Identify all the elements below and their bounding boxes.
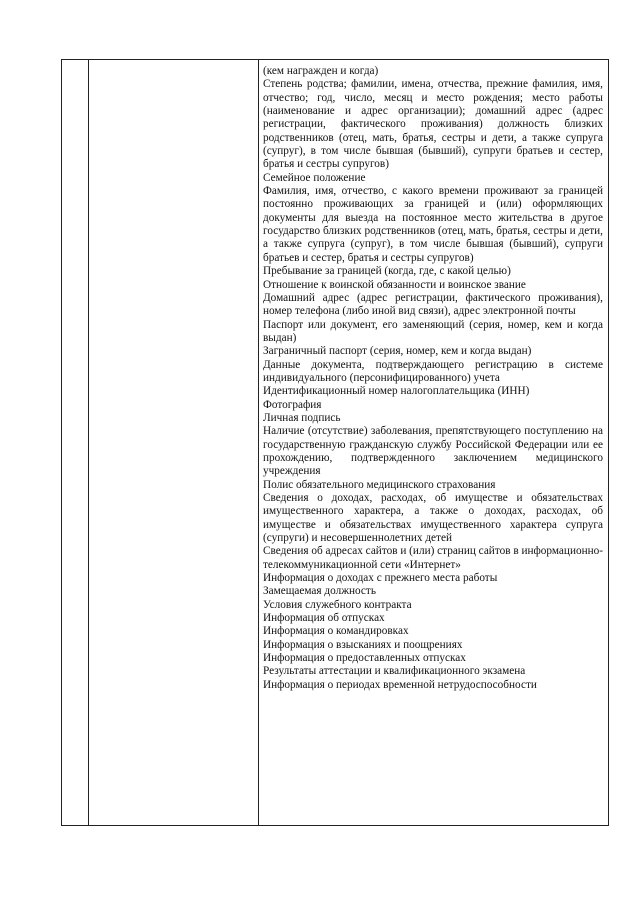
entry: Информация о предоставленных отпусках — [263, 652, 466, 665]
entry: Информация о доходах с прежнего места работы — [263, 572, 498, 585]
entry: Отношение к воинской обязанности и воинское звание — [263, 278, 526, 291]
entry: Фамилия, имя, отчество, с какого времени проживают за границей постоянно проживающих за границей и (или) оформляющих документы для выезда на постоянное место жительства в другое государство близких родственников (отец, мать, братья, сестры и дети, а также супруга (супруг), в том числе бывшая (бывший), супруги братьев и сестер, братья и сестры супругов) — [263, 185, 603, 264]
entry: Условия служебного контракта — [263, 598, 412, 611]
entry: Заграничный паспорт (серия, номер, кем и когда выдан) — [263, 345, 532, 358]
entry: Результаты аттестации и квалификационного экзамена — [263, 665, 526, 678]
entry: Информация об отпусках — [263, 612, 385, 625]
entry: (кем награжден и когда) — [263, 65, 379, 77]
entry: Полис обязательного медицинского страхования — [263, 478, 496, 491]
entry: Паспорт или документ, его заменяющий (серия, номер, кем и когда выдан) — [263, 318, 603, 344]
entry: Сведения об адресах сайтов и (или) страниц сайтов в информационно-телекоммуникационной сети «Интернет» — [263, 545, 603, 571]
entry: Замещаемая должность — [263, 585, 376, 598]
entry: Данные документа, подтверждающего регистрацию в системе индивидуального (персонифицированного) учета — [263, 358, 603, 384]
column-divider-1 — [88, 60, 89, 825]
entry: Степень родства; фамилии, имена, отчества, прежние фамилия, имя, отчество; год, число, месяц и место рождения; место работы (наименование и адрес организации); домашний адрес (адрес регистрации, фактического проживания) должность близких родственников (отец, мать, братья, сестры и дети, а также супруга (супруг), в том числе бывшая (бывший), супруги братьев и сестер, братья и сестры супругов) — [263, 78, 603, 171]
entry: Информация о взысканиях и поощрениях — [263, 638, 463, 651]
entry: Наличие (отсутствие) заболевания, препятствующего поступлению на государственную гражданскую службу Российской Федерации или ее прохождению, подтвержденного заключением медицинского учреждения — [263, 425, 603, 478]
entry: Личная подпись — [263, 411, 341, 424]
entry: Пребывание за границей (когда, где, с какой целью) — [263, 265, 511, 278]
entry: Сведения о доходах, расходах, об имуществе и обязательствах имущественного характера, а также о доходах, расходах, об имуществе и обязательствах имущественного характера супруга (супруги) и несовершеннолетних детей — [263, 492, 603, 545]
entry: Идентификационный номер налогоплательщика (ИНН) — [263, 385, 530, 398]
entry: Фотография — [263, 398, 322, 411]
entry: Семейное положение — [263, 171, 366, 184]
document-table — [61, 59, 609, 826]
column-divider-2 — [258, 60, 259, 825]
entry: Информация о периодах временной нетрудоспособности — [263, 678, 537, 691]
entry: Информация о командировках — [263, 625, 409, 638]
data-categories-cell — [263, 65, 603, 692]
entry: Домашний адрес (адрес регистрации, фактического проживания), номер телефона (либо иной вид связи), адрес электронной почты — [263, 291, 603, 318]
